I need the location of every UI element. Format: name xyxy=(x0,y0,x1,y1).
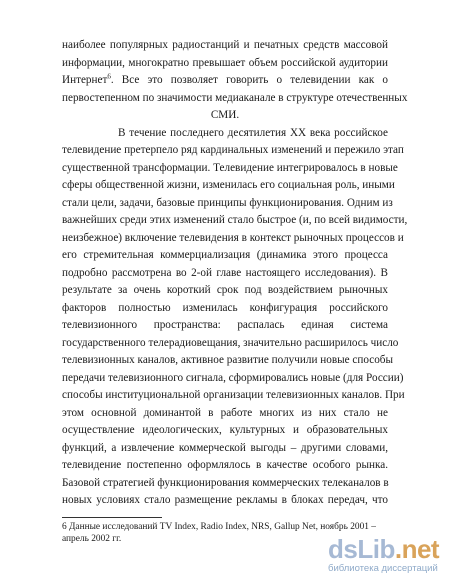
text-line: СМИ. xyxy=(210,109,240,121)
text-line: неизбежное) включение телевидения в контекст рыночных процессов и xyxy=(62,231,404,244)
text-line: важнейших среди этих изменений стало быстрое (и, по всей видимости, xyxy=(62,214,408,226)
watermark-logo: dsLib.net xyxy=(328,534,440,564)
text-line: новых условиях стало размещение рекламы в блоках передач, что xyxy=(62,494,388,506)
paragraph-first-line: В течение последнего десятилетия XX века российское xyxy=(118,126,388,139)
text-line: стали цели, задачи, базовые принципы функционирования. Одним из xyxy=(62,196,393,209)
text-line: передачи телевизионного сигнала, сформировались новые (для России) xyxy=(62,371,404,384)
text-line: телевизионных каналов, активное развитие получили новые способы xyxy=(62,354,393,366)
dslib-watermark xyxy=(328,532,440,576)
text-line: его стремительная коммерциализация (динамика этого процесса xyxy=(62,249,388,261)
text-line: наиболее популярных радиостанций и печатных средств массовой xyxy=(62,39,388,51)
text-line: телевизионного пространства: распалась единая система xyxy=(62,319,388,331)
text-line: Базовой стратегией функционирования коммерческих телеканалов в xyxy=(62,476,389,489)
text-line: этом основной доминантой в работе многих из них стало не xyxy=(62,406,388,419)
text-line: Интернет$^6$. Все это позволяет говорить о телевидении как о xyxy=(62,72,388,86)
footnote-separator xyxy=(62,517,162,518)
footnote-marker: 6 xyxy=(107,72,111,81)
text-line: государственного телерадиовещания, значительно расширилось число xyxy=(62,336,399,349)
text-line: осуществление идеологических, культурных и образовательных xyxy=(62,424,388,436)
text-line: информации, многократно превышает объем российской аудитории xyxy=(62,56,388,69)
text-line: первостепенном по значимости медиаканале в структуре отечественных xyxy=(62,91,408,104)
text-line: факторов полностью изменилась конфигурация российского xyxy=(62,301,388,314)
watermark-tagline: библиотека диссертаций xyxy=(328,563,438,574)
text-fragment: . Все это позволяет говорить о телевидении как о xyxy=(110,74,388,86)
text-line: функций, а извлечение коммерческой выгоды – другими словами, xyxy=(62,441,388,454)
text-line: сферы общественной жизни, изменилась его социальная роль, иными xyxy=(62,179,395,191)
text-line: способы институциональной организации телевизионных каналов. При xyxy=(62,389,405,401)
text-line: телевидение постепенно оформлялось в качестве особого рынка. xyxy=(62,459,388,471)
footnote-line: 6 Данные исследований TV Index, Radio Index, NRS, Gallup Net, ноябрь 2001 – xyxy=(62,522,376,532)
text-line: результате за очень короткий срок под воздействием рыночных xyxy=(62,284,388,296)
text-line: подробно рассмотрена во 2-ой главе настоящего исследования). В xyxy=(62,266,388,279)
footnote-line: апрель 2002 гг. xyxy=(62,534,122,544)
text-line: существенной трансформации. Телевидение интегрировалось в новые xyxy=(62,161,398,174)
text-line: телевидение претерпело ряд кардинальных изменений и пережило этап xyxy=(62,144,404,156)
